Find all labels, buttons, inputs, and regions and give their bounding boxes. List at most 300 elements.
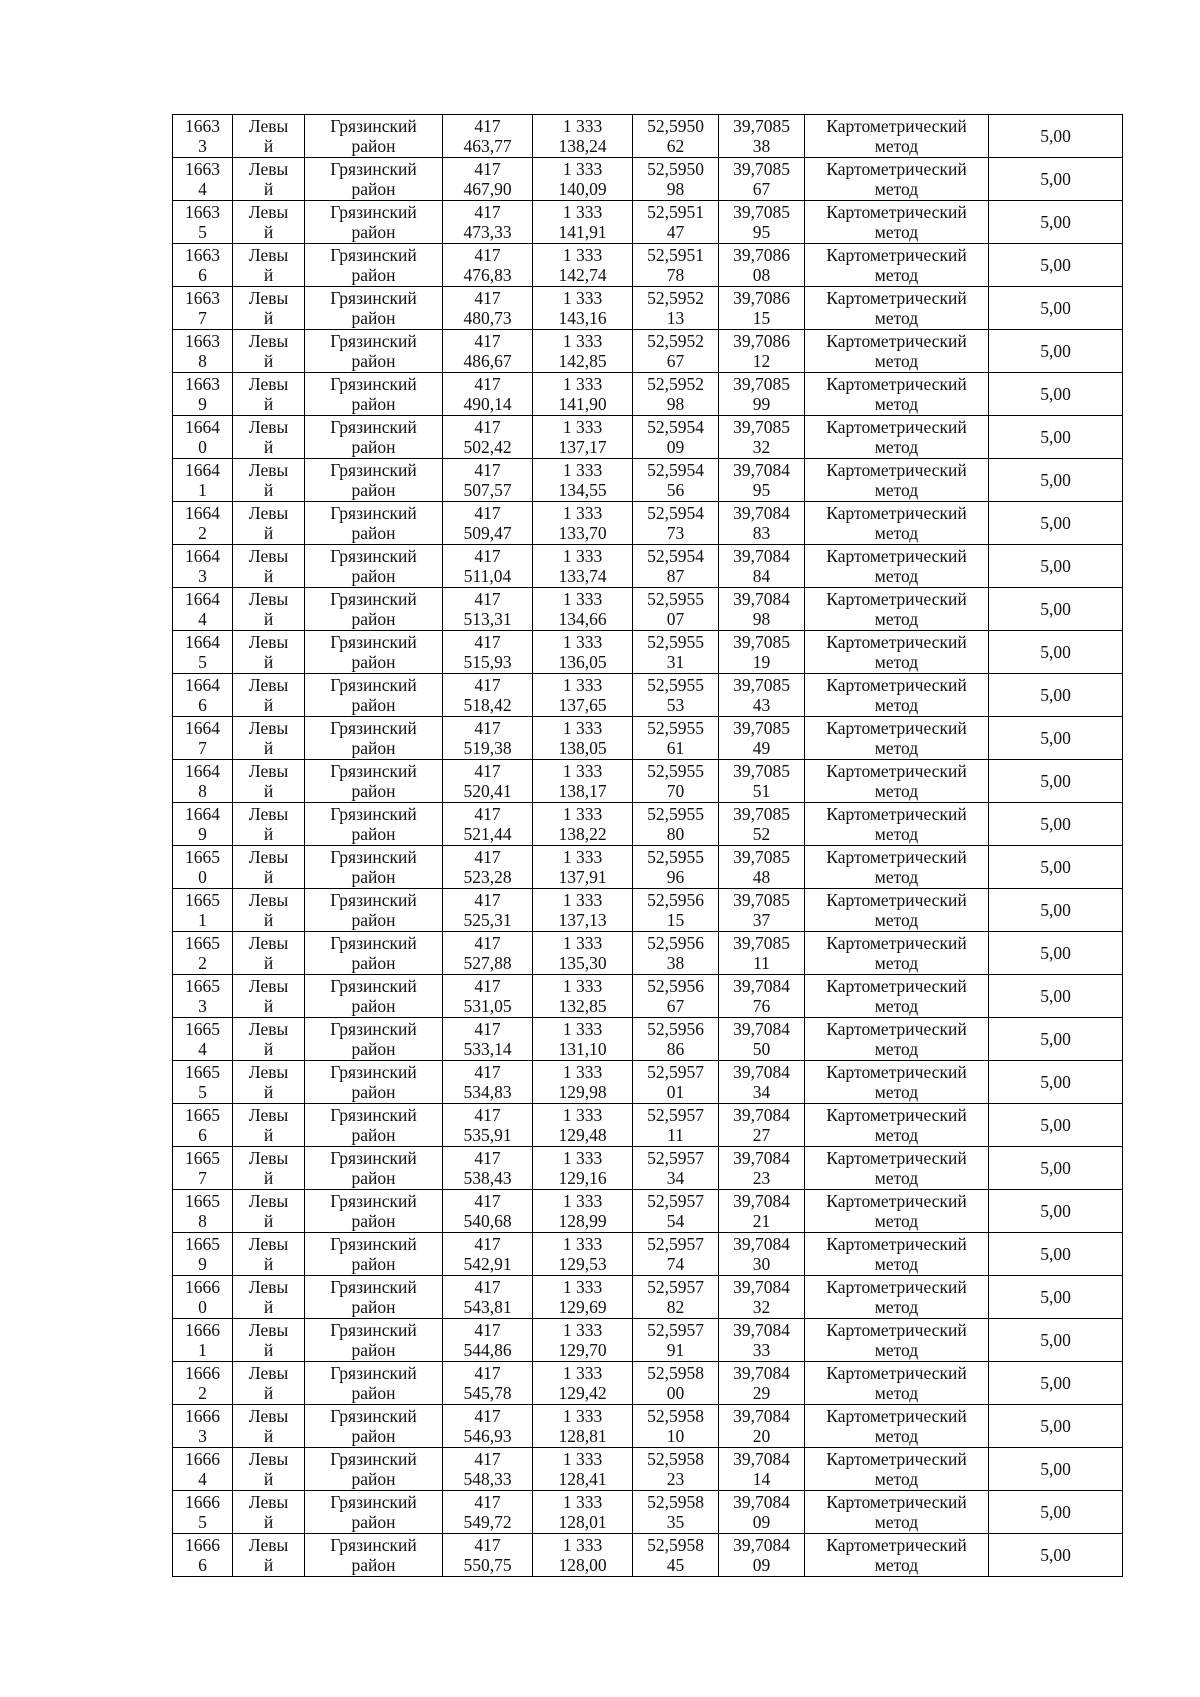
latitude-cell-line-2: 91 [666,1340,685,1360]
point-number-cell [173,760,233,803]
latitude-cell-line-2: 67 [666,996,685,1016]
latitude-cell-line-2: 01 [666,1082,685,1102]
method-cell-line-2: метод [874,437,919,457]
point-number-cell-line-1: 1665 [185,1148,220,1168]
coord-y-cell [533,1405,633,1448]
accuracy-cell: 5,00 [989,1104,1123,1147]
district-cell-line-2: район [351,1555,396,1575]
table-row [173,1276,1123,1319]
longitude-cell-line-1: 39,7084 [733,1320,790,1340]
district-cell-line-1: Грязинский [330,1492,417,1512]
latitude-cell [633,201,719,244]
latitude-cell-line-2: 56 [666,480,685,500]
bank-side-cell-line-2: й [263,308,274,328]
bank-side-cell-line-2: й [263,394,274,414]
coord-x-cell-line-1: 417 [474,1234,501,1254]
table-row [173,803,1123,846]
table-row [173,1319,1123,1362]
coord-y-cell-line-2: 141,90 [558,394,607,414]
bank-side-cell-line-1: Левы [248,1406,289,1426]
latitude-cell-line-1: 52,5951 [647,245,704,265]
point-number-cell [173,1018,233,1061]
method-cell-line-1: Картометрический [826,1277,967,1297]
point-number-cell [173,1448,233,1491]
coord-y-cell-line-1: 1 333 [562,632,603,652]
coord-x-cell-line-2: 525,31 [463,910,512,930]
district-cell [305,1319,443,1362]
coord-y-cell-line-2: 129,98 [558,1082,607,1102]
coord-x-cell-line-2: 520,41 [463,781,512,801]
latitude-cell-line-1: 52,5955 [647,589,704,609]
district-cell-line-1: Грязинский [330,202,417,222]
coord-y-cell-line-2: 131,10 [558,1039,607,1059]
coord-x-cell-line-2: 533,14 [463,1039,512,1059]
district-cell-line-1: Грязинский [330,933,417,953]
bank-side-cell-line-2: й [263,1426,274,1446]
document-page [172,114,1122,1577]
latitude-cell [633,158,719,201]
longitude-cell [719,115,805,158]
point-number-cell-line-2: 8 [198,1211,207,1231]
coord-x-cell-line-2: 531,05 [463,996,512,1016]
accuracy-cell: 5,00 [989,1233,1123,1276]
bank-side-cell [233,115,305,158]
point-number-cell-line-1: 1665 [185,933,220,953]
latitude-cell-line-1: 52,5957 [647,1105,704,1125]
coordinates-table [172,114,1123,1577]
point-number-cell [173,1534,233,1577]
latitude-cell-line-1: 52,5958 [647,1363,704,1383]
method-cell-line-2: метод [874,1254,919,1274]
latitude-cell-line-2: 38 [666,953,685,973]
coord-y-cell [533,115,633,158]
point-number-cell-line-1: 1664 [185,546,220,566]
bank-side-cell-line-1: Левы [248,933,289,953]
district-cell-line-1: Грязинский [330,288,417,308]
bank-side-cell-line-2: й [263,1340,274,1360]
method-cell [805,1190,989,1233]
table-row [173,674,1123,717]
bank-side-cell-line-2: й [263,265,274,285]
point-number-cell-line-1: 1665 [185,890,220,910]
coord-y-cell [533,932,633,975]
method-cell [805,330,989,373]
longitude-cell [719,1233,805,1276]
longitude-cell-line-1: 39,7084 [733,1234,790,1254]
bank-side-cell-line-1: Левы [248,1535,289,1555]
latitude-cell-line-1: 52,5958 [647,1492,704,1512]
method-cell-line-2: метод [874,1039,919,1059]
latitude-cell-line-2: 61 [666,738,685,758]
accuracy-cell: 5,00 [989,545,1123,588]
latitude-cell [633,717,719,760]
method-cell-line-2: метод [874,1125,919,1145]
point-number-cell-line-2: 0 [198,1297,207,1317]
bank-side-cell-line-1: Левы [248,890,289,910]
table-row [173,1405,1123,1448]
bank-side-cell-line-2: й [263,1254,274,1274]
method-cell-line-1: Картометрический [826,1062,967,1082]
coord-y-cell-line-1: 1 333 [562,288,603,308]
point-number-cell [173,1104,233,1147]
coord-y-cell-line-2: 140,09 [558,179,607,199]
point-number-cell-line-1: 1666 [185,1277,220,1297]
point-number-cell-line-1: 1663 [185,288,220,308]
coord-y-cell [533,1104,633,1147]
accuracy-cell: 5,00 [989,588,1123,631]
coord-y-cell-line-1: 1 333 [562,503,603,523]
longitude-cell [719,1319,805,1362]
point-number-cell-line-1: 1665 [185,1019,220,1039]
accuracy-cell: 5,00 [989,932,1123,975]
district-cell-line-2: район [351,1297,396,1317]
longitude-cell-line-2: 51 [752,781,771,801]
method-cell [805,459,989,502]
bank-side-cell-line-2: й [263,738,274,758]
coord-x-cell [443,588,533,631]
coord-x-cell-line-2: 486,67 [463,351,512,371]
latitude-cell-line-2: 53 [666,695,685,715]
coord-y-cell-line-2: 128,00 [558,1555,607,1575]
method-cell [805,502,989,545]
coord-y-cell [533,416,633,459]
bank-side-cell-line-1: Левы [248,847,289,867]
method-cell [805,674,989,717]
table-row [173,1147,1123,1190]
method-cell-line-1: Картометрический [826,718,967,738]
bank-side-cell [233,459,305,502]
latitude-cell-line-1: 52,5954 [647,417,704,437]
coord-x-cell [443,846,533,889]
method-cell [805,1147,989,1190]
latitude-cell-line-1: 52,5950 [647,116,704,136]
method-cell [805,846,989,889]
point-number-cell [173,803,233,846]
latitude-cell [633,1147,719,1190]
latitude-cell-line-2: 82 [666,1297,685,1317]
table-row [173,1233,1123,1276]
bank-side-cell-line-2: й [263,781,274,801]
point-number-cell-line-1: 1665 [185,1234,220,1254]
coord-x-cell-line-2: 467,90 [463,179,512,199]
method-cell-line-2: метод [874,867,919,887]
coord-y-cell [533,1147,633,1190]
coord-y-cell-line-1: 1 333 [562,890,603,910]
district-cell [305,631,443,674]
accuracy-cell: 5,00 [989,1534,1123,1577]
coord-x-cell-line-1: 417 [474,761,501,781]
longitude-cell-line-2: 15 [752,308,771,328]
coord-x-cell-line-2: 535,91 [463,1125,512,1145]
coord-x-cell-line-2: 548,33 [463,1469,512,1489]
district-cell [305,373,443,416]
coord-x-cell-line-2: 463,77 [463,136,512,156]
longitude-cell-line-2: 29 [752,1383,771,1403]
coord-x-cell-line-1: 417 [474,374,501,394]
method-cell [805,545,989,588]
bank-side-cell-line-2: й [263,824,274,844]
bank-side-cell [233,1491,305,1534]
method-cell-line-1: Картометрический [826,589,967,609]
coord-x-cell-line-2: 515,93 [463,652,512,672]
longitude-cell-line-2: 32 [752,1297,771,1317]
longitude-cell-line-2: 99 [752,394,771,414]
coord-y-cell [533,545,633,588]
method-cell [805,975,989,1018]
table-row [173,545,1123,588]
method-cell [805,115,989,158]
bank-side-cell-line-2: й [263,1125,274,1145]
point-number-cell-line-1: 1666 [185,1406,220,1426]
district-cell-line-1: Грязинский [330,804,417,824]
district-cell-line-1: Грязинский [330,460,417,480]
coord-y-cell-line-2: 142,85 [558,351,607,371]
longitude-cell-line-2: 12 [752,351,771,371]
latitude-cell [633,889,719,932]
point-number-cell [173,115,233,158]
longitude-cell [719,459,805,502]
latitude-cell-line-1: 52,5954 [647,503,704,523]
latitude-cell [633,545,719,588]
district-cell-line-2: район [351,523,396,543]
longitude-cell-line-1: 39,7084 [733,1191,790,1211]
latitude-cell [633,244,719,287]
point-number-cell-line-2: 3 [198,996,207,1016]
point-number-cell-line-1: 1664 [185,718,220,738]
method-cell-line-1: Картометрический [826,116,967,136]
method-cell-line-1: Картометрический [826,374,967,394]
accuracy-cell: 5,00 [989,1061,1123,1104]
method-cell [805,1319,989,1362]
district-cell [305,287,443,330]
point-number-cell-line-2: 9 [198,394,207,414]
latitude-cell [633,115,719,158]
accuracy-cell: 5,00 [989,975,1123,1018]
accuracy-cell: 5,00 [989,803,1123,846]
district-cell-line-1: Грязинский [330,1105,417,1125]
table-row [173,158,1123,201]
method-cell-line-2: метод [874,523,919,543]
method-cell-line-2: метод [874,1168,919,1188]
method-cell-line-2: метод [874,695,919,715]
longitude-cell-line-1: 39,7085 [733,761,790,781]
district-cell-line-1: Грязинский [330,1535,417,1555]
point-number-cell [173,158,233,201]
coord-y-cell [533,889,633,932]
longitude-cell-line-1: 39,7084 [733,1019,790,1039]
point-number-cell [173,1362,233,1405]
coord-x-cell [443,330,533,373]
bank-side-cell-line-1: Левы [248,1449,289,1469]
coord-x-cell-line-2: 490,14 [463,394,512,414]
latitude-cell-line-2: 11 [667,1125,684,1145]
coord-x-cell-line-1: 417 [474,804,501,824]
table-row [173,631,1123,674]
latitude-cell-line-1: 52,5955 [647,718,704,738]
coord-x-cell-line-2: 549,72 [463,1512,512,1532]
longitude-cell-line-1: 39,7085 [733,159,790,179]
longitude-cell [719,1405,805,1448]
district-cell [305,1491,443,1534]
bank-side-cell-line-1: Левы [248,288,289,308]
point-number-cell-line-1: 1664 [185,503,220,523]
longitude-cell-line-2: 34 [752,1082,771,1102]
point-number-cell-line-1: 1664 [185,675,220,695]
bank-side-cell-line-2: й [263,1512,274,1532]
bank-side-cell [233,416,305,459]
coord-x-cell-line-1: 417 [474,675,501,695]
district-cell-line-1: Грязинский [330,1406,417,1426]
longitude-cell-line-1: 39,7086 [733,331,790,351]
coord-x-cell [443,416,533,459]
district-cell [305,1405,443,1448]
district-cell-line-2: район [351,824,396,844]
district-cell [305,201,443,244]
accuracy-cell: 5,00 [989,459,1123,502]
coord-y-cell-line-2: 137,91 [558,867,607,887]
coord-x-cell-line-2: 513,31 [463,609,512,629]
latitude-cell-line-1: 52,5952 [647,331,704,351]
bank-side-cell-line-1: Левы [248,245,289,265]
latitude-cell-line-2: 10 [666,1426,685,1446]
longitude-cell [719,760,805,803]
coord-y-cell-line-2: 129,42 [558,1383,607,1403]
bank-side-cell-line-2: й [263,1469,274,1489]
district-cell-line-2: район [351,1469,396,1489]
district-cell-line-1: Грязинский [330,761,417,781]
bank-side-cell [233,1319,305,1362]
table-row [173,330,1123,373]
bank-side-cell [233,1018,305,1061]
method-cell [805,717,989,760]
bank-side-cell [233,846,305,889]
method-cell [805,1104,989,1147]
district-cell-line-1: Грязинский [330,1019,417,1039]
coord-x-cell-line-2: 518,42 [463,695,512,715]
district-cell [305,459,443,502]
longitude-cell [719,1448,805,1491]
bank-side-cell-line-2: й [263,996,274,1016]
point-number-cell-line-1: 1665 [185,847,220,867]
coord-y-cell-line-2: 137,65 [558,695,607,715]
point-number-cell-line-1: 1666 [185,1320,220,1340]
method-cell-line-2: метод [874,953,919,973]
point-number-cell-line-2: 2 [198,953,207,973]
coord-y-cell [533,201,633,244]
district-cell [305,1233,443,1276]
coord-x-cell [443,1448,533,1491]
bank-side-cell-line-1: Левы [248,503,289,523]
point-number-cell-line-1: 1666 [185,1535,220,1555]
longitude-cell-line-1: 39,7084 [733,1492,790,1512]
method-cell-line-1: Картометрический [826,1492,967,1512]
coord-x-cell-line-1: 417 [474,202,501,222]
latitude-cell-line-2: 98 [666,179,685,199]
coord-y-cell-line-2: 135,30 [558,953,607,973]
point-number-cell-line-2: 1 [198,1340,207,1360]
district-cell-line-1: Грязинский [330,245,417,265]
longitude-cell-line-2: 20 [752,1426,771,1446]
method-cell-line-1: Картометрический [826,890,967,910]
coord-x-cell-line-2: 538,43 [463,1168,512,1188]
coord-x-cell-line-1: 417 [474,718,501,738]
coord-y-cell-line-1: 1 333 [562,761,603,781]
coord-x-cell-line-1: 417 [474,159,501,179]
district-cell-line-2: район [351,1125,396,1145]
longitude-cell [719,545,805,588]
point-number-cell-line-2: 4 [198,179,207,199]
latitude-cell [633,1362,719,1405]
longitude-cell-line-2: 83 [752,523,771,543]
coord-x-cell-line-2: 519,38 [463,738,512,758]
method-cell-line-2: метод [874,652,919,672]
accuracy-cell: 5,00 [989,115,1123,158]
table-row [173,975,1123,1018]
method-cell-line-1: Картометрический [826,847,967,867]
coord-y-cell-line-1: 1 333 [562,1363,603,1383]
latitude-cell-line-2: 98 [666,394,685,414]
longitude-cell-line-1: 39,7084 [733,1406,790,1426]
coord-y-cell-line-1: 1 333 [562,1449,603,1469]
longitude-cell-line-1: 39,7084 [733,1062,790,1082]
latitude-cell-line-1: 52,5951 [647,202,704,222]
coord-y-cell [533,1319,633,1362]
latitude-cell [633,1276,719,1319]
point-number-cell [173,1276,233,1319]
coord-y-cell [533,674,633,717]
accuracy-cell: 5,00 [989,287,1123,330]
coord-x-cell-line-1: 417 [474,245,501,265]
method-cell-line-1: Картометрический [826,976,967,996]
district-cell-line-2: район [351,351,396,371]
longitude-cell-line-2: 84 [752,566,771,586]
latitude-cell-line-2: 31 [666,652,685,672]
method-cell [805,932,989,975]
district-cell [305,846,443,889]
bank-side-cell-line-2: й [263,1082,274,1102]
district-cell-line-2: район [351,1039,396,1059]
district-cell-line-2: район [351,1082,396,1102]
district-cell [305,932,443,975]
latitude-cell [633,1319,719,1362]
table-row [173,889,1123,932]
bank-side-cell-line-2: й [263,1211,274,1231]
district-cell-line-1: Грязинский [330,1320,417,1340]
table-row [173,1018,1123,1061]
coord-y-cell-line-1: 1 333 [562,1277,603,1297]
point-number-cell-line-2: 7 [198,1168,207,1188]
bank-side-cell-line-2: й [263,1168,274,1188]
table-row [173,416,1123,459]
point-number-cell [173,889,233,932]
coord-x-cell [443,459,533,502]
coord-x-cell [443,803,533,846]
latitude-cell [633,932,719,975]
longitude-cell-line-2: 08 [752,265,771,285]
district-cell-line-1: Грязинский [330,589,417,609]
district-cell-line-2: район [351,1340,396,1360]
table-row [173,373,1123,416]
point-number-cell [173,416,233,459]
point-number-cell-line-2: 0 [198,437,207,457]
longitude-cell-line-2: 43 [752,695,771,715]
coord-x-cell [443,932,533,975]
bank-side-cell [233,545,305,588]
point-number-cell [173,1319,233,1362]
method-cell-line-1: Картометрический [826,288,967,308]
bank-side-cell-line-1: Левы [248,761,289,781]
accuracy-cell: 5,00 [989,1362,1123,1405]
